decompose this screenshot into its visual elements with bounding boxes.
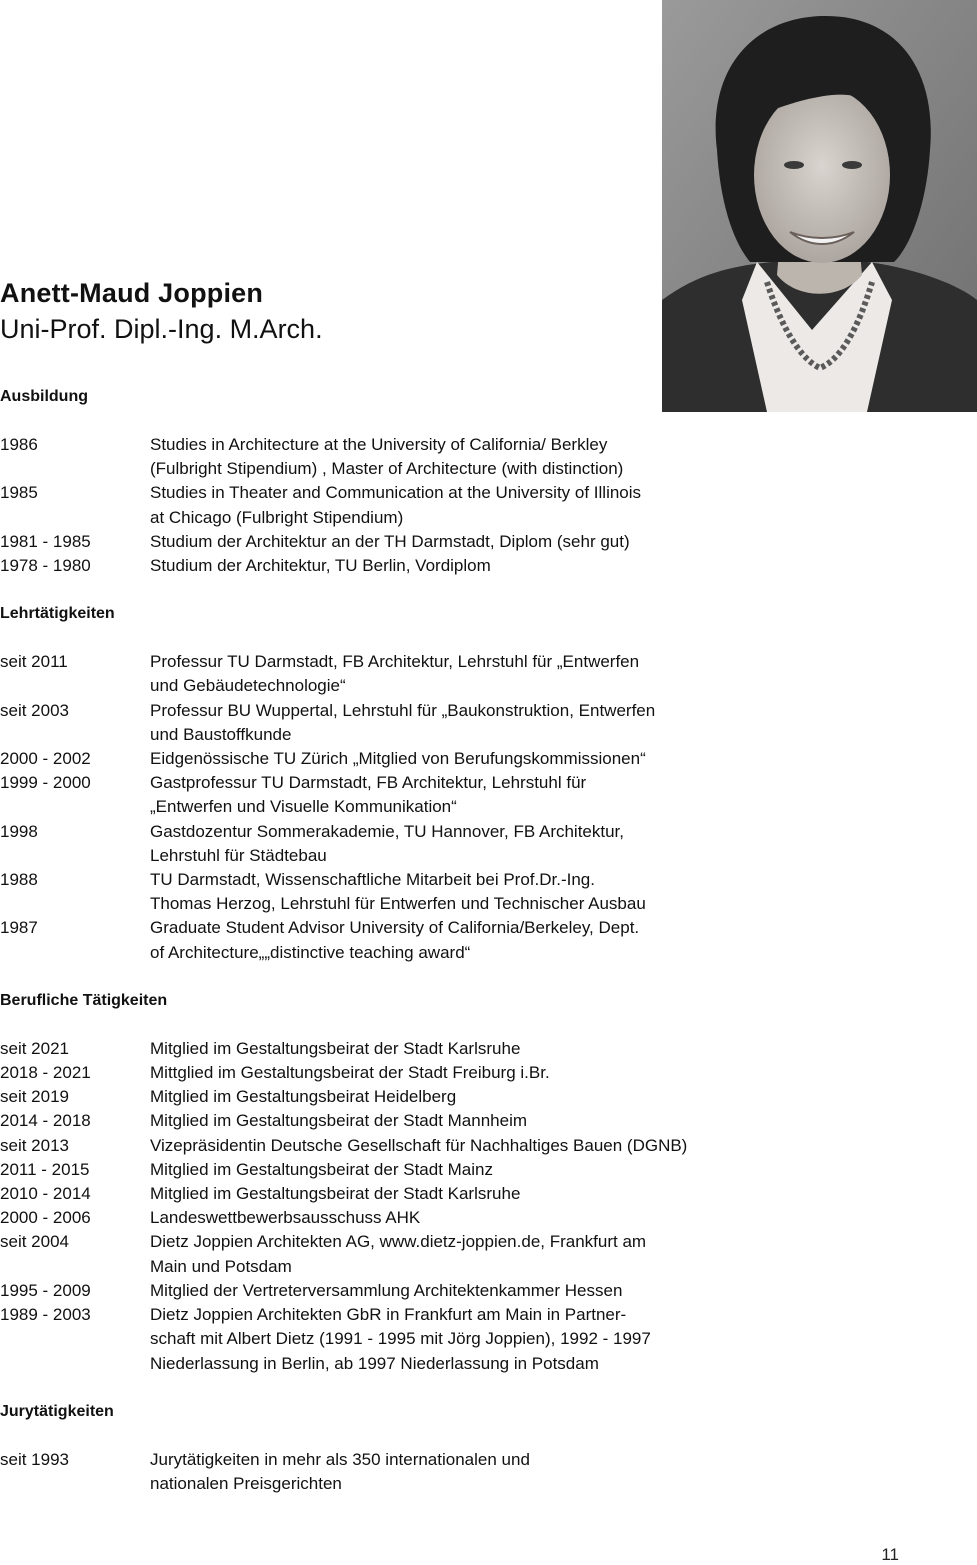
entry-text: Mittglied im Gestaltungsbeirat der Stadt Freiburg i.Br. [150,1063,550,1083]
entry-year: seit 2011 [0,652,68,672]
entry-year: 1987 [0,918,38,938]
entry-text: Dietz Joppien Architekten GbR in Frankfurt am Main in Partner- schaft mit Albert Dietz (1991 - 1995 mit Jörg Joppien), 1992 - 1997 Niederlassung in Berlin, ab 1997 Niederlassung in Potsdam [150,1305,651,1373]
cv-entry [0,747,700,771]
entry-text: Professur BU Wuppertal, Lehrstuhl für „Baukonstruktion, Entwerfen und Baustoffkunde [150,700,656,744]
cv-entry [0,868,700,916]
section-heading: Berufliche Tätigkeiten [0,991,168,1009]
entry-text: Mitglied im Gestaltungsbeirat der Stadt Karlsruhe [150,1184,521,1204]
cv-entry [0,554,700,578]
entry-year: seit 2019 [0,1087,69,1107]
entry-text: Mitglied im Gestaltungsbeirat Heidelberg [150,1087,457,1107]
entry-year: 1999 - 2000 [0,773,91,793]
entry-year: 2000 - 2006 [0,1208,91,1228]
entry-text: Jurytätigkeiten in mehr als 350 internationalen und nationalen Preisgerichten [150,1449,530,1493]
entry-year: 2014 - 2018 [0,1111,91,1131]
entry-text: Gastdozentur Sommerakademie, TU Hannover, FB Architektur, Lehrstuhl für Städtebau [150,821,625,865]
entry-text: Graduate Student Advisor University of California/Berkeley, Dept. of Architecture„„distinctive teaching award“ [150,918,640,962]
entry-text: Mitglied im Gestaltungsbeirat der Stadt Karlsruhe [150,1038,521,1058]
person-title: Uni-Prof. Dipl.-Ing. M.Arch. [0,314,323,344]
cv-entry [0,1182,700,1206]
entry-text: Studies in Architecture at the University of California/ Berkley (Fulbright Stipendium) , Master of Architecture (with distinction) [150,435,624,479]
cv-entry [0,433,700,481]
entry-year: 2000 - 2002 [0,749,91,769]
entry-text: Gastprofessur TU Darmstadt, FB Architektur, Lehrstuhl für „Entwerfen und Visuelle Kommunikation“ [150,773,587,817]
person-name: Anett-Maud Joppien [0,278,264,308]
cv-entry [0,481,700,529]
entry-text: Professur TU Darmstadt, FB Architektur, Lehrstuhl für „Entwerfen und Gebäudetechnologie“ [150,652,640,696]
entry-text: TU Darmstadt, Wissenschaftliche Mitarbeit bei Prof.Dr.-Ing. Thomas Herzog, Lehrstuhl für Entwerfen und Technischer Ausbau [150,870,646,914]
cv-entry [0,1037,700,1061]
entry-year: 2010 - 2014 [0,1184,91,1204]
cv-entry [0,1303,700,1376]
section-heading: Jurytätigkeiten [0,1402,114,1420]
entry-list [0,650,700,965]
cv-entry [0,1158,700,1182]
entry-text: Vizepräsidentin Deutsche Gesellschaft für Nachhaltiges Bauen (DGNB) [150,1135,688,1155]
cv-entry [0,699,700,747]
cv-entry [0,1230,700,1278]
cv-entry [0,820,700,868]
entry-text: Mitglied im Gestaltungsbeirat der Stadt Mannheim [150,1111,528,1131]
entry-text: Dietz Joppien Architekten AG, www.dietz-joppien.de, Frankfurt am Main und Potsdam [150,1232,647,1276]
entry-text: Landeswettbewerbsausschuss AHK [150,1208,421,1228]
entry-year: 1989 - 2003 [0,1305,91,1325]
entry-text: Studium der Architektur, TU Berlin, Vordiplom [150,556,491,576]
cv-entry [0,1448,700,1496]
entry-year: seit 2013 [0,1135,69,1155]
section-heading: Ausbildung [0,388,88,405]
cv-entry [0,1134,700,1158]
entry-year: 2011 - 2015 [0,1159,90,1179]
entry-year: seit 2021 [0,1038,69,1058]
portrait-photo [662,0,977,412]
cv-entry [0,1061,700,1085]
entry-text: Studies in Theater and Communication at the University of Illinois at Chicago (Fulbright Stipendium) [150,483,642,527]
cv-entry [0,1279,700,1303]
entry-year: 1981 - 1985 [0,531,91,551]
entry-year: 2018 - 2021 [0,1063,91,1083]
cv-entry [0,1085,700,1109]
entry-year: 1985 [0,483,38,503]
entry-year: 1995 - 2009 [0,1280,91,1300]
cv-entry [0,650,700,698]
entry-year: seit 2003 [0,700,69,720]
section-heading: Lehrtätigkeiten [0,605,115,623]
cv-entry [0,771,700,819]
entry-list [0,1448,700,1496]
cv-entry [0,1109,700,1133]
cv-body [0,385,700,1520]
entry-year: seit 1993 [0,1449,69,1469]
entry-list [0,433,700,578]
entry-text: Studium der Architektur an der TH Darmstadt, Diplom (sehr gut) [150,531,630,551]
page-number: 11 [881,1545,899,1564]
entry-year: 1986 [0,435,38,454]
entry-year: seit 2004 [0,1232,69,1252]
entry-list [0,1037,700,1376]
entry-year: 1988 [0,870,38,890]
cv-entry [0,530,700,554]
entry-text: Mitglied im Gestaltungsbeirat der Stadt Mainz [150,1159,493,1179]
entry-text: Mitglied der Vertreterversammlung Architektenkammer Hessen [150,1280,623,1300]
cv-entry [0,916,700,964]
entry-year: 1998 [0,821,38,841]
entry-text: Eidgenössische TU Zürich „Mitglied von Berufungskommissionen“ [150,749,646,769]
entry-year: 1978 - 1980 [0,556,91,576]
cv-entry [0,1206,700,1230]
portrait-illustration [662,0,977,412]
